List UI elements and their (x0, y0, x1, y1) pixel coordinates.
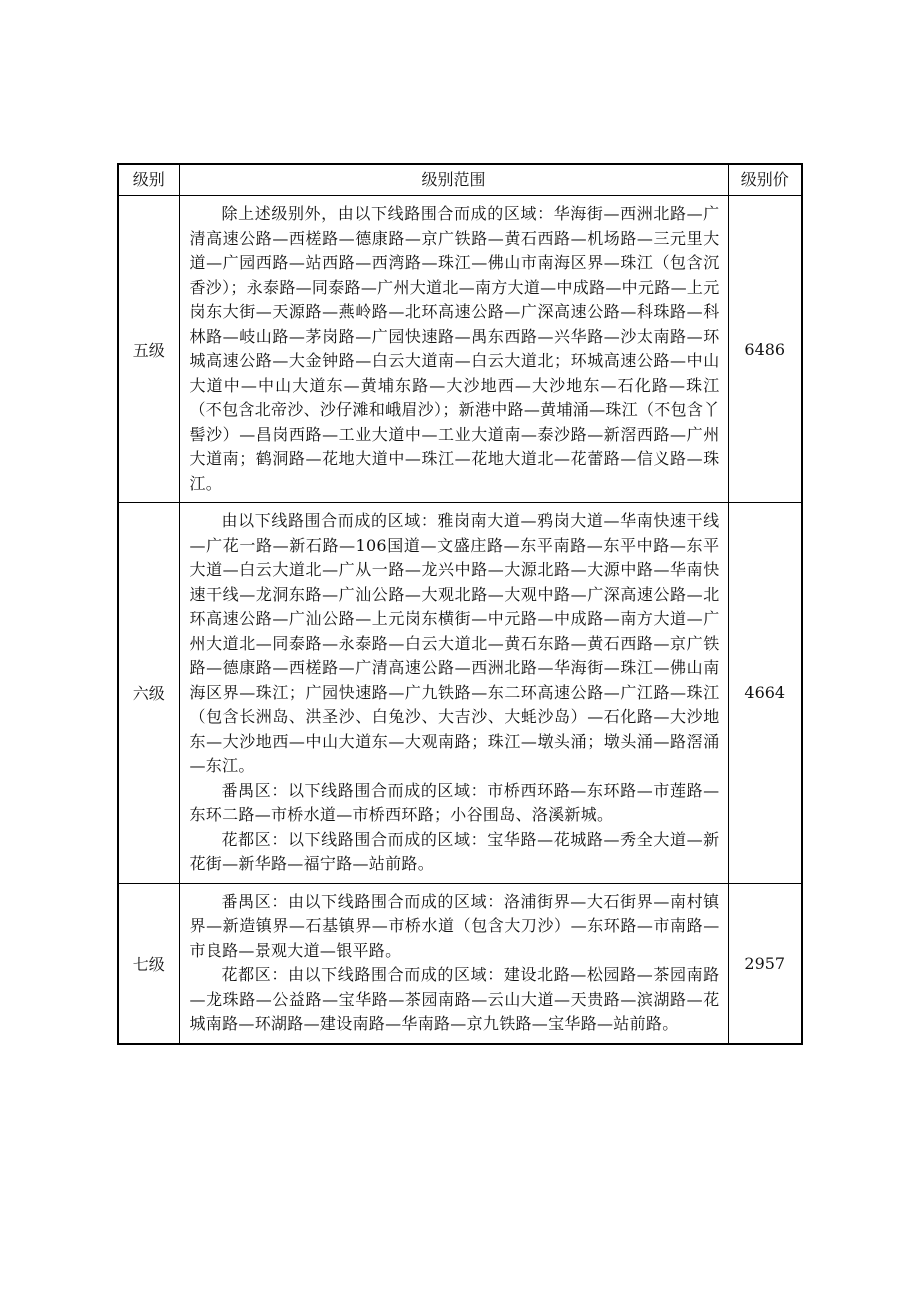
grade-level-cell: 七级 (118, 883, 179, 1044)
header-range: 级别范围 (179, 164, 728, 196)
grade-level-cell: 六级 (118, 503, 179, 884)
header-level: 级别 (118, 164, 179, 196)
grade-price-cell: 6486 (728, 196, 802, 503)
range-paragraph: 除上述级别外，由以下线路围合而成的区域：华海街—西洲北路—广清高速公路—西槎路—德康路—京广铁路—黄石西路—机场路—三元里大道—广园西路—站西路—西湾路—珠江—佛山市南海区界—珠江（包含沉香沙）；永泰路—同泰路—广州大道北—南方大道—中成路—中元路—上元岗东大街—天源路—燕岭路—北环高速公路—广深高速公路—科珠路—科林路—岐山路—茅岗路—广园快速路—禺东西路—兴华路—沙太南路—环城高速公路—大金钟路—白云大道南—白云大道北；环城高速公路—中山大道中—中山大道东—黄埔东路—大沙地西—大沙地东—石化路—珠江（不包含北帝沙、沙仔滩和峨眉沙）；新港中路—黄埔涌—珠江（不包含丫髻沙）—昌岗西路—工业大道中—工业大道南—泰沙路—新滘西路—广州大道南；鹤洞路—花地大道中—珠江—花地大道北—花蕾路—信义路—珠江。 (189, 204, 720, 493)
range-paragraph-panyu: 番禺区：以下线路围合而成的区域：市桥西环路—东环路—市莲路—东环二路—市桥水道—市桥西环路；小谷围岛、洛溪新城。 (189, 780, 720, 824)
header-price: 级别价 (728, 164, 802, 196)
grade-price-cell: 2957 (728, 883, 802, 1044)
land-grade-table (117, 163, 803, 1045)
range-paragraph-huadu: 花都区：由以下线路围合而成的区域：建设北路—松园路—茶园南路—龙珠路—公益路—宝华路—茶园南路—云山大道—天贵路—滨湖路—花城南路—环湖路—建设南路—华南路—京九铁路—宝华路—站前路。 (189, 965, 720, 1033)
grade-range-cell (179, 503, 728, 884)
grade-range-cell (179, 196, 728, 503)
table-row-grade-5 (118, 196, 802, 503)
range-paragraph-panyu: 番禺区：由以下线路围合而成的区域：洛浦街界—大石街界—南村镇界—新造镇界—石基镇界—市桥水道（包含大刀沙）—东环路—市南路—市良路—景观大道—银平路。 (189, 891, 720, 960)
range-paragraph-huadu: 花都区：以下线路围合而成的区域：宝华路—花城路—秀全大道—新花街—新华路—福宁路—站前路。 (189, 829, 720, 873)
range-paragraph: 由以下线路围合而成的区域：雅岗南大道—鸦岗大道—华南快速干线—广花一路—新石路—106国道—文盛庄路—东平南路—东平中路—东平大道—白云大道北—广从一路—龙兴中路—大源北路—大源中路—华南快速干线—龙洞东路—广汕公路—大观北路—大观中路—广深高速公路—北环高速公路—广汕公路—上元岗东横街—中元路—中成路—南方大道—广州大道北—同泰路—永泰路—白云大道北—黄石东路—黄石西路—京广铁路—德康路—西槎路—广清高速公路—西洲北路—华海街—珠江—佛山南海区界—珠江；广园快速路—广九铁路—东二环高速公路—广江路—珠江（包含长洲岛、洪圣沙、白兔沙、大吉沙、大蚝沙岛）—石化路—大沙地东—大沙地西—中山大道东—大观南路；珠江—墩头涌；墩头涌—路滘涌—东江。 (189, 511, 720, 775)
grade-price-cell: 4664 (728, 503, 802, 884)
table-header-row (118, 164, 802, 196)
grade-level-cell: 五级 (118, 196, 179, 503)
table-row-grade-6 (118, 503, 802, 884)
grade-range-cell (179, 883, 728, 1044)
table-row-grade-7 (118, 883, 802, 1044)
